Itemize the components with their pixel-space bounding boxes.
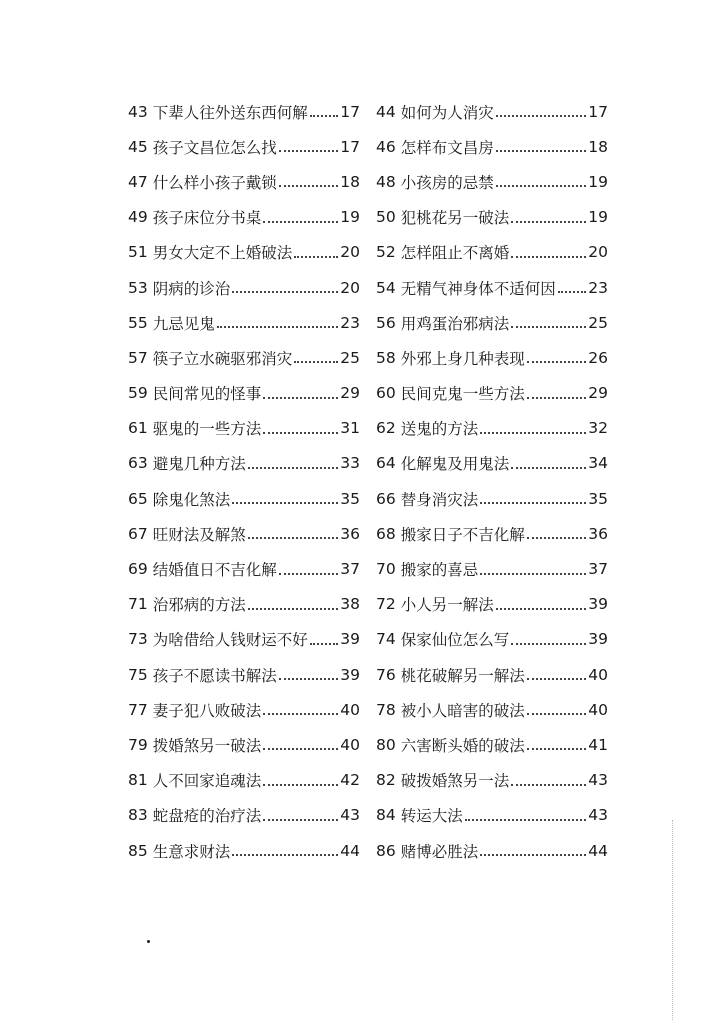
toc-entry-title: 怎样布文昌房 <box>400 138 494 157</box>
toc-entry-number: 74 <box>376 630 396 649</box>
toc-entry-number: 49 <box>128 208 148 227</box>
toc-entry-page-number: 25 <box>588 313 608 332</box>
toc-entry-page-number: 40 <box>588 700 608 719</box>
toc-entry <box>128 164 360 199</box>
toc-entry-number: 46 <box>376 137 396 156</box>
toc-entry <box>376 587 608 622</box>
dot-leader <box>511 325 586 328</box>
toc-entry-page-number: 19 <box>340 208 360 227</box>
dot-leader <box>263 396 338 399</box>
dot-leader <box>263 431 338 434</box>
toc-entry-number: 79 <box>128 735 148 754</box>
toc-entry-number: 82 <box>376 771 396 790</box>
toc-entry-title: 外邪上身几种表现 <box>400 349 525 368</box>
toc-entry-number: 80 <box>376 735 396 754</box>
toc-entry <box>376 657 608 692</box>
toc-entry-number: 62 <box>376 419 396 438</box>
dot-leader <box>558 290 587 293</box>
dot-leader <box>496 184 587 187</box>
toc-entry-page-number: 17 <box>588 102 608 121</box>
dot-leader <box>511 466 586 469</box>
toc-entry-title: 保家仙位怎么写 <box>400 631 510 650</box>
toc-entry-title: 驱鬼的一些方法 <box>152 420 262 439</box>
toc-entry-number: 75 <box>128 665 148 684</box>
toc-entry <box>128 129 360 164</box>
dot-leader <box>496 114 587 117</box>
toc-entry-number: 68 <box>376 524 396 543</box>
toc-entry-page-number: 25 <box>340 348 360 367</box>
toc-entry-number: 70 <box>376 560 396 579</box>
dot-leader <box>480 501 586 504</box>
toc-entry-number: 83 <box>128 806 148 825</box>
toc-entry <box>376 235 608 270</box>
toc-entry <box>376 376 608 411</box>
dot-leader <box>263 220 338 223</box>
toc-entry <box>128 94 360 129</box>
toc-entry <box>376 692 608 727</box>
toc-entry-number: 52 <box>376 243 396 262</box>
toc-entry-page-number: 23 <box>588 278 608 297</box>
toc-entry <box>376 270 608 305</box>
toc-entry <box>128 200 360 235</box>
toc-entry-number: 55 <box>128 313 148 332</box>
toc-entry-title: 结婚值日不吉化解 <box>152 561 277 580</box>
toc-entry-number: 47 <box>128 172 148 191</box>
toc-entry-title: 避鬼几种方法 <box>152 455 246 474</box>
toc-entry <box>128 305 360 340</box>
toc-entry-page-number: 31 <box>340 419 360 438</box>
toc-entry-page-number: 38 <box>340 595 360 614</box>
toc-entry-number: 57 <box>128 348 148 367</box>
dot-leader <box>511 783 586 786</box>
toc-entry-page-number: 18 <box>588 137 608 156</box>
toc-entry-page-number: 18 <box>340 172 360 191</box>
toc-entry-number: 66 <box>376 489 396 508</box>
toc-entry-page-number: 40 <box>340 700 360 719</box>
toc-entry-page-number: 33 <box>340 454 360 473</box>
toc-entry-title: 九忌见鬼 <box>152 314 215 333</box>
toc-entry <box>376 94 608 129</box>
toc-entry <box>128 587 360 622</box>
toc-entry <box>128 411 360 446</box>
toc-entry-title: 蛇盘疮的治疗法 <box>152 807 262 826</box>
toc-entry-page-number: 17 <box>340 102 360 121</box>
toc-entry-number: 72 <box>376 595 396 614</box>
dot-leader <box>511 220 586 223</box>
toc-entry <box>376 164 608 199</box>
toc-entry-page-number: 26 <box>588 348 608 367</box>
toc-entry-page-number: 19 <box>588 172 608 191</box>
table-of-contents <box>128 94 608 868</box>
toc-entry-number: 61 <box>128 419 148 438</box>
toc-entry-title: 转运大法 <box>400 807 463 826</box>
dot-leader <box>248 607 339 610</box>
dot-leader <box>310 642 339 645</box>
toc-entry-number: 58 <box>376 348 396 367</box>
toc-entry-number: 73 <box>128 630 148 649</box>
toc-entry-page-number: 43 <box>588 806 608 825</box>
toc-entry-title: 破拨婚煞另一法 <box>400 772 510 791</box>
toc-entry-page-number: 40 <box>588 665 608 684</box>
toc-entry-number: 64 <box>376 454 396 473</box>
toc-entry-page-number: 41 <box>588 735 608 754</box>
toc-entry-number: 56 <box>376 313 396 332</box>
toc-entry-title: 用鸡蛋治邪病法 <box>400 314 510 333</box>
dot-leader <box>294 360 338 363</box>
toc-entry-page-number: 39 <box>340 630 360 649</box>
toc-entry <box>376 411 608 446</box>
dot-leader <box>511 255 586 258</box>
toc-entry-number: 44 <box>376 102 396 121</box>
toc-entry-title: 孩子床位分书桌 <box>152 209 262 228</box>
toc-entry <box>128 833 360 868</box>
toc-entry-title: 小人另一解法 <box>400 596 494 615</box>
toc-entry-title: 搬家日子不吉化解 <box>400 525 525 544</box>
toc-entry-page-number: 20 <box>340 243 360 262</box>
toc-entry-title: 下辈人往外送东西何解 <box>152 103 308 122</box>
toc-entry <box>128 551 360 586</box>
dot-leader <box>527 360 587 363</box>
toc-entry-number: 76 <box>376 665 396 684</box>
dot-leader <box>527 536 587 539</box>
dot-leader <box>279 149 339 152</box>
toc-entry-title: 旺财法及解煞 <box>152 525 246 544</box>
toc-entry-title: 民间克鬼一些方法 <box>400 385 525 404</box>
toc-entry-page-number: 42 <box>340 771 360 790</box>
toc-entry <box>376 305 608 340</box>
toc-entry-title: 人不回家追魂法 <box>152 772 262 791</box>
dot-leader <box>232 501 338 504</box>
toc-entry-page-number: 35 <box>340 489 360 508</box>
toc-entry-title: 小孩房的忌禁 <box>400 173 494 192</box>
toc-entry-title: 如何为人消灾 <box>400 103 494 122</box>
dot-leader <box>263 783 338 786</box>
toc-entry <box>128 446 360 481</box>
toc-entry-title: 无精气神身体不适何因 <box>400 279 556 298</box>
toc-entry-page-number: 19 <box>588 208 608 227</box>
toc-entry-page-number: 17 <box>340 137 360 156</box>
toc-entry-number: 84 <box>376 806 396 825</box>
toc-entry-page-number: 29 <box>340 384 360 403</box>
toc-entry-title: 六害断头婚的破法 <box>400 736 525 755</box>
toc-entry <box>376 481 608 516</box>
dot-leader <box>232 290 338 293</box>
toc-entry-page-number: 44 <box>588 841 608 860</box>
toc-entry <box>376 798 608 833</box>
dot-leader <box>527 396 587 399</box>
toc-entry-number: 60 <box>376 384 396 403</box>
toc-entry <box>128 727 360 762</box>
toc-entry-page-number: 36 <box>340 524 360 543</box>
toc-entry-number: 63 <box>128 454 148 473</box>
toc-entry-number: 69 <box>128 560 148 579</box>
toc-entry-page-number: 23 <box>340 313 360 332</box>
dot-leader <box>217 325 339 328</box>
toc-entry-page-number: 20 <box>340 278 360 297</box>
dot-leader <box>263 818 338 821</box>
toc-entry-title: 搬家的喜忌 <box>400 561 479 580</box>
toc-entry-number: 51 <box>128 243 148 262</box>
dot-leader <box>480 853 586 856</box>
toc-entry <box>128 481 360 516</box>
dot-leader <box>232 853 338 856</box>
toc-entry <box>128 657 360 692</box>
toc-entry-number: 77 <box>128 700 148 719</box>
toc-entry-title: 替身消灾法 <box>400 490 479 509</box>
toc-entry-title: 桃花破解另一解法 <box>400 666 525 685</box>
toc-entry-number: 71 <box>128 595 148 614</box>
toc-entry-page-number: 40 <box>340 735 360 754</box>
dot-leader <box>511 642 586 645</box>
dot-leader <box>527 677 587 680</box>
toc-entry <box>128 235 360 270</box>
toc-entry-title: 拨婚煞另一破法 <box>152 736 262 755</box>
toc-entry-page-number: 32 <box>588 419 608 438</box>
toc-entry-title: 被小人暗害的破法 <box>400 701 525 720</box>
dot-leader <box>263 747 338 750</box>
dot-leader <box>527 747 587 750</box>
toc-entry-page-number: 39 <box>588 595 608 614</box>
dot-leader <box>294 255 338 258</box>
dot-leader <box>248 536 339 539</box>
toc-entry-page-number: 43 <box>340 806 360 825</box>
toc-entry <box>128 622 360 657</box>
toc-entry-number: 67 <box>128 524 148 543</box>
toc-entry-number: 81 <box>128 771 148 790</box>
toc-entry <box>376 200 608 235</box>
toc-entry-number: 54 <box>376 278 396 297</box>
dot-leader <box>465 818 587 821</box>
toc-entry <box>128 516 360 551</box>
toc-entry-page-number: 36 <box>588 524 608 543</box>
dot-leader <box>279 572 339 575</box>
dot-leader <box>310 114 339 117</box>
toc-entry-number: 59 <box>128 384 148 403</box>
dot-leader <box>279 184 339 187</box>
toc-entry <box>376 551 608 586</box>
toc-entry-number: 50 <box>376 208 396 227</box>
toc-entry <box>376 340 608 375</box>
toc-entry-title: 民间常见的怪事 <box>152 385 262 404</box>
print-speck <box>147 940 150 943</box>
toc-entry <box>376 446 608 481</box>
toc-entry <box>376 727 608 762</box>
toc-entry-title: 怎样阻止不离婚 <box>400 244 510 263</box>
toc-entry-title: 男女大定不上婚破法 <box>152 244 293 263</box>
toc-entry-number: 85 <box>128 841 148 860</box>
scan-edge-marks <box>672 820 674 1020</box>
toc-entry-page-number: 37 <box>340 560 360 579</box>
toc-entry-title: 孩子不愿读书解法 <box>152 666 277 685</box>
toc-entry <box>376 129 608 164</box>
toc-entry-page-number: 39 <box>588 630 608 649</box>
toc-entry-page-number: 35 <box>588 489 608 508</box>
toc-entry-number: 65 <box>128 489 148 508</box>
toc-entry <box>376 622 608 657</box>
toc-entry-page-number: 44 <box>340 841 360 860</box>
toc-entry <box>128 376 360 411</box>
toc-entry <box>128 798 360 833</box>
dot-leader <box>248 466 339 469</box>
toc-entry-title: 阴病的诊治 <box>152 279 231 298</box>
toc-entry-page-number: 29 <box>588 384 608 403</box>
toc-entry-title: 筷子立水碗驱邪消灾 <box>152 349 293 368</box>
toc-entry-number: 43 <box>128 102 148 121</box>
toc-entry-page-number: 39 <box>340 665 360 684</box>
toc-entry <box>128 763 360 798</box>
dot-leader <box>496 607 587 610</box>
toc-entry <box>376 516 608 551</box>
toc-entry-title: 赌博必胜法 <box>400 842 479 861</box>
dot-leader <box>480 572 586 575</box>
toc-entry-title: 什么样小孩子戴锁 <box>152 173 277 192</box>
dot-leader <box>496 149 587 152</box>
toc-entry <box>128 340 360 375</box>
toc-entry-number: 48 <box>376 172 396 191</box>
toc-entry-page-number: 34 <box>588 454 608 473</box>
dot-leader <box>263 712 338 715</box>
dot-leader <box>279 677 339 680</box>
toc-entry-number: 78 <box>376 700 396 719</box>
toc-entry-title: 送鬼的方法 <box>400 420 479 439</box>
toc-entry-page-number: 43 <box>588 771 608 790</box>
toc-entry <box>376 763 608 798</box>
toc-entry <box>376 833 608 868</box>
toc-entry-number: 45 <box>128 137 148 156</box>
toc-entry-title: 孩子文昌位怎么找 <box>152 138 277 157</box>
toc-entry <box>128 270 360 305</box>
toc-entry-number: 86 <box>376 841 396 860</box>
toc-entry-title: 妻子犯八败破法 <box>152 701 262 720</box>
toc-entry <box>128 692 360 727</box>
toc-entry-title: 化解鬼及用鬼法 <box>400 455 510 474</box>
dot-leader <box>527 712 587 715</box>
toc-entry-title: 为啥借给人钱财运不好 <box>152 631 308 650</box>
toc-entry-page-number: 37 <box>588 560 608 579</box>
toc-entry-title: 治邪病的方法 <box>152 596 246 615</box>
toc-entry-number: 53 <box>128 278 148 297</box>
dot-leader <box>480 431 586 434</box>
toc-entry-page-number: 20 <box>588 243 608 262</box>
toc-entry-title: 犯桃花另一破法 <box>400 209 510 228</box>
toc-entry-title: 生意求财法 <box>152 842 231 861</box>
toc-entry-title: 除鬼化煞法 <box>152 490 231 509</box>
